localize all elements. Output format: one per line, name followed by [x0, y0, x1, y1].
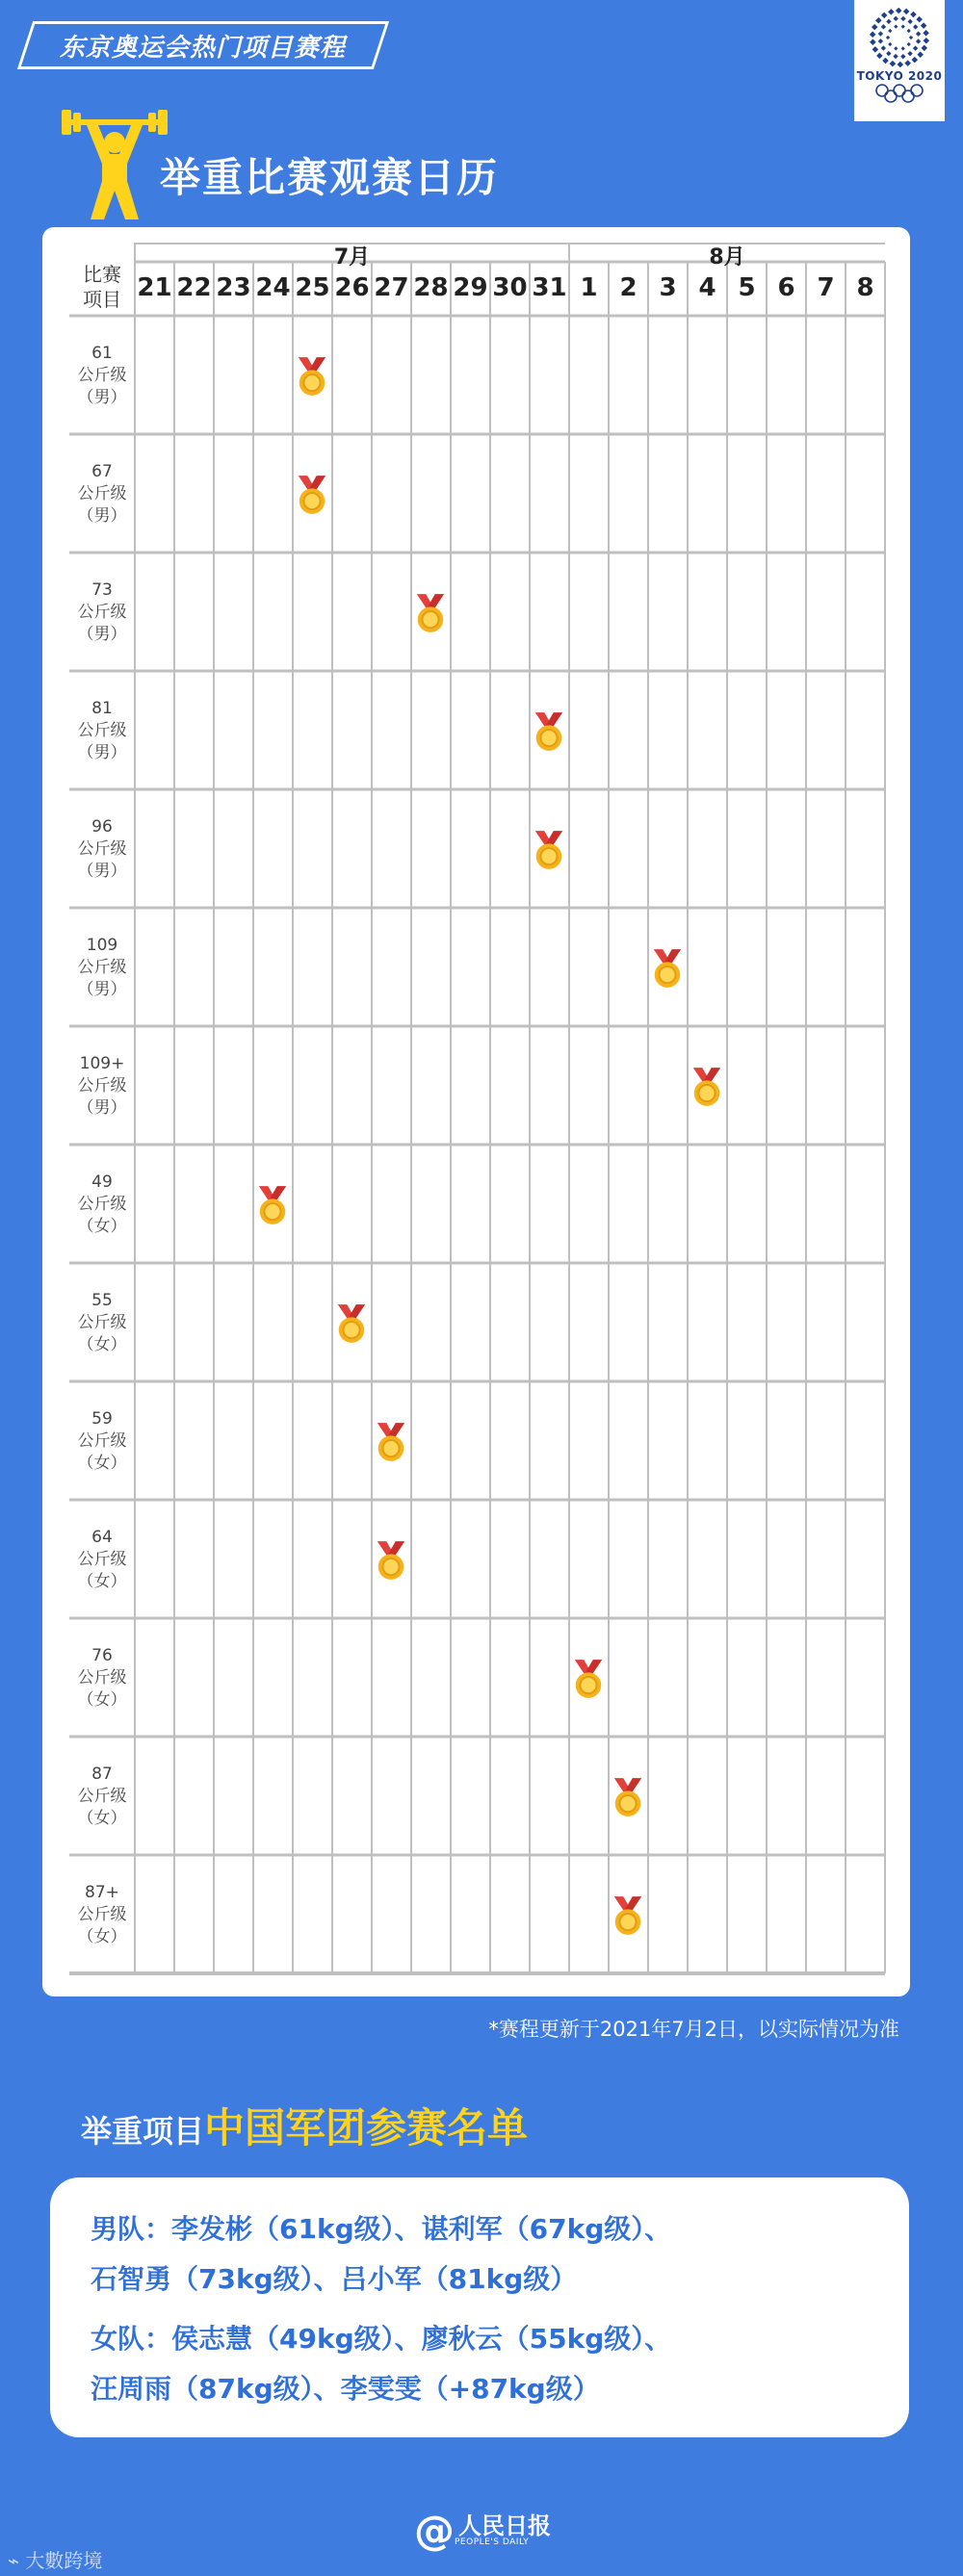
corner-label-line1: 比赛 [83, 263, 121, 286]
event-weight: 61 [91, 344, 113, 363]
event-label [69, 1527, 135, 1593]
month-label-august: 8月 [709, 245, 745, 270]
gold-medal-icon [374, 1420, 408, 1464]
logo-name: 人民日报 [458, 2512, 551, 2539]
event-unit: 公斤级 [77, 1076, 127, 1095]
event-weight: 109 [86, 936, 118, 955]
logo-at-symbol: @ [414, 2507, 455, 2554]
event-label [69, 343, 135, 409]
roster-title-white: 举重项目 [81, 2113, 205, 2150]
roster-women-line-1: 女队：侯志慧（49kg级）、廖秋云（55kg级）、 [91, 2323, 672, 2355]
gold-medal-icon [374, 1538, 408, 1583]
event-gender: （女） [77, 1572, 127, 1591]
gold-medal-icon [413, 591, 448, 635]
watermark-icon: ⌁ [8, 2549, 26, 2572]
event-weight: 64 [91, 1528, 113, 1547]
peoples-daily-logo [414, 2507, 551, 2554]
section-tag [17, 21, 389, 69]
event-label [69, 580, 135, 646]
day-label-jul-21: 21 [137, 273, 172, 302]
gold-medal-icon [255, 1183, 290, 1227]
event-weight: 109+ [79, 1054, 125, 1073]
event-gender: （男） [77, 862, 127, 881]
event-weight: 67 [91, 462, 113, 481]
event-unit: 公斤级 [77, 1313, 127, 1332]
event-weight: 73 [91, 580, 113, 600]
day-label-jul-31: 31 [532, 273, 567, 302]
day-label-aug-4: 4 [698, 273, 716, 302]
roster-men-line-2: 石智勇（73kg级）、吕小军（81kg级） [91, 2263, 578, 2295]
day-label-aug-3: 3 [659, 273, 677, 302]
calendar-card [42, 227, 910, 1996]
roster-card [50, 2177, 909, 2437]
event-weight: 87+ [85, 1883, 119, 1902]
event-weight: 96 [91, 817, 113, 837]
event-weight: 49 [91, 1172, 113, 1192]
event-gender: （女） [77, 1454, 127, 1473]
event-gender: （女） [77, 1690, 127, 1710]
event-gender: （男） [77, 1098, 127, 1118]
day-label-jul-27: 27 [374, 273, 409, 302]
event-weight: 87 [91, 1765, 113, 1784]
event-gender: （男） [77, 388, 127, 407]
watermark [8, 2545, 102, 2573]
gold-medal-icon [532, 709, 566, 754]
roster-title [81, 2097, 528, 2154]
event-gender: （女） [77, 1927, 127, 1946]
page-title: 举重比赛观赛日历 [160, 154, 500, 201]
event-gender: （女） [77, 1217, 127, 1236]
event-gender: （男） [77, 980, 127, 999]
event-label [69, 935, 135, 1001]
event-gender: （女） [77, 1335, 127, 1354]
event-label [69, 1172, 135, 1238]
day-label-aug-5: 5 [738, 273, 756, 302]
event-unit: 公斤级 [77, 839, 127, 859]
day-label-jul-26: 26 [334, 273, 370, 302]
event-label [69, 1053, 135, 1120]
day-label-jul-25: 25 [295, 273, 330, 302]
tokyo-2020-logo [854, 0, 945, 121]
day-label-jul-23: 23 [216, 273, 251, 302]
event-label [69, 816, 135, 883]
day-label-jul-28: 28 [413, 273, 449, 302]
title-row [62, 110, 736, 225]
event-label [69, 1764, 135, 1830]
event-unit: 公斤级 [77, 1550, 127, 1569]
event-label [69, 1408, 135, 1475]
event-label [69, 461, 135, 528]
event-unit: 公斤级 [77, 958, 127, 977]
event-gender: （女） [77, 1809, 127, 1828]
gold-medal-icon [334, 1301, 369, 1346]
event-gender: （男） [77, 506, 127, 526]
corner-label-line2: 项目 [83, 288, 121, 311]
day-label-aug-2: 2 [619, 273, 638, 302]
day-label-jul-22: 22 [176, 273, 212, 302]
weightlifter-icon [62, 110, 168, 223]
day-label-jul-30: 30 [492, 273, 528, 302]
day-label-aug-7: 7 [817, 273, 835, 302]
logo-year-text: TOKYO 2020 [856, 69, 943, 83]
event-unit: 公斤级 [77, 484, 127, 503]
event-unit: 公斤级 [77, 1668, 127, 1687]
day-label-jul-24: 24 [255, 273, 291, 302]
event-label [69, 1882, 135, 1948]
event-gender: （男） [77, 625, 127, 644]
gold-medal-icon [295, 473, 329, 517]
month-label-july: 7月 [333, 245, 371, 270]
day-label-aug-6: 6 [777, 273, 795, 302]
section-tag-text: 东京奥运会热门项目赛程 [60, 33, 347, 63]
calendar-grid-lines [69, 243, 894, 1975]
olympic-rings-icon [872, 83, 926, 104]
day-label-jul-29: 29 [453, 273, 488, 302]
event-unit: 公斤级 [77, 1431, 127, 1451]
event-gender: （男） [77, 743, 127, 762]
event-weight: 76 [91, 1646, 113, 1665]
event-unit: 公斤级 [77, 1195, 127, 1214]
event-weight: 81 [91, 699, 113, 718]
event-unit: 公斤级 [77, 366, 127, 385]
event-label [69, 698, 135, 764]
corner-label [69, 262, 135, 312]
roster-title-yellow: 中国军团参赛名单 [204, 2104, 529, 2151]
watermark-text: 大數跨境 [25, 2549, 103, 2572]
event-label [69, 1290, 135, 1356]
roster-women-line-2: 汪周雨（87kg级）、李雯雯（+87kg级） [91, 2373, 600, 2405]
event-unit: 公斤级 [77, 1905, 127, 1924]
gold-medal-icon [650, 946, 685, 991]
event-weight: 55 [91, 1291, 113, 1310]
gold-medal-icon [571, 1657, 606, 1701]
roster-men-line-1: 男队：李发彬（61kg级）、谌利军（67kg级）、 [91, 2213, 672, 2245]
event-label [69, 1645, 135, 1712]
event-unit: 公斤级 [77, 721, 127, 740]
logo-subtitle: PEOPLE'S DAILY [455, 2537, 530, 2547]
event-unit: 公斤级 [77, 1787, 127, 1806]
event-unit: 公斤级 [77, 603, 127, 622]
day-label-aug-8: 8 [856, 273, 874, 302]
schedule-note: *赛程更新于2021年7月2日，以实际情况为准 [488, 2018, 899, 2041]
event-weight: 59 [91, 1409, 113, 1429]
gold-medal-icon [532, 828, 566, 872]
gold-medal-icon [611, 1775, 645, 1819]
gold-medal-icon [295, 354, 329, 399]
day-label-aug-1: 1 [580, 273, 598, 302]
gold-medal-icon [611, 1893, 645, 1938]
gold-medal-icon [690, 1065, 724, 1109]
calendar-grid [69, 243, 894, 1975]
olympic-emblem-icon [870, 8, 929, 67]
